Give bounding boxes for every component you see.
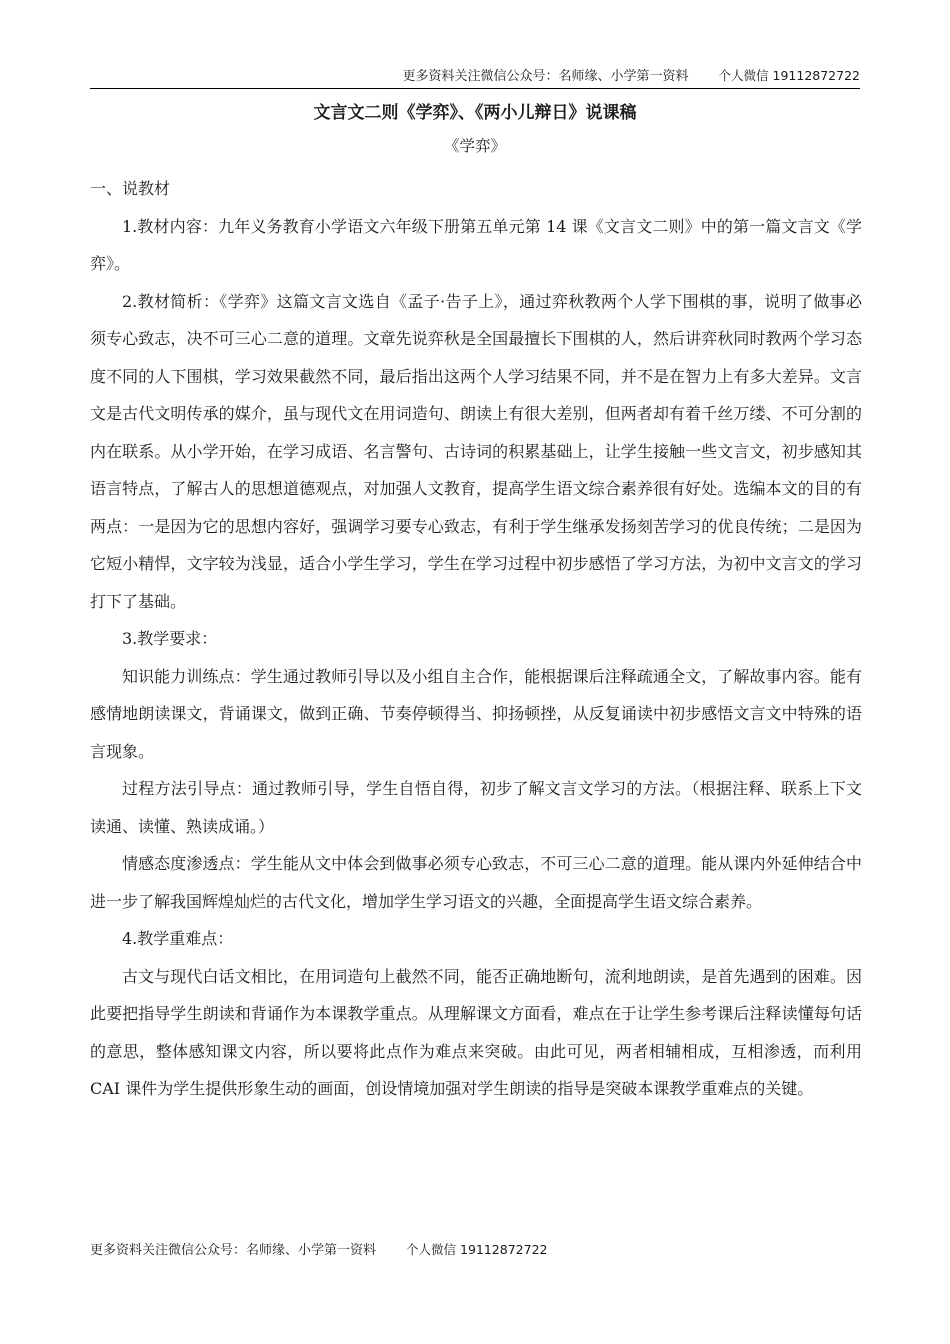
paragraph-emotion-attitude: 情感态度渗透点：学生能从文中体会到做事必须专心致志，不可三心二意的道理。能从课内外延伸结合中进一步了解我国辉煌灿烂的古代文化，增加学生学习语文的兴趣，全面提高学生语文综合素养。 <box>90 854 862 911</box>
paragraph-textbook-analysis: 2.教材简析：《学弈》这篇文言文选自《孟子·告子上》，通过弈秋教两个人学下围棋的事，说明了做事必须专心致志，决不可三心二意的道理。文章先说弈秋是全国最擅长下围棋的人，然后讲弈秋同时教两个学习态度不同的人下围棋，学习效果截然不同，最后指出这两个人学习结果不同，并不是在智力上有多大差异。文言文是古代文明传承的媒介，虽与现代文在用词造句、朗读上有很大差别，但两者却有着千丝万缕、不可分割的内在联系。从小学开始，在学习成语、名言警句、古诗词的积累基础上，让学生接触一些文言文，初步感知其语言特点，了解古人的思想道德观点，对加强人文教育，提高学生语文综合素养很有好处。选编本文的目的有两点：一是因为它的思想内容好，强调学习要专心致志，有利于学生继承发扬刻苦学习的优良传统；二是因为它短小精悍，文字较为浅显，适合小学生学习，学生在学习过程中初步感悟了学习方法，为初中文言文的学习打下了基础。 <box>90 291 862 611</box>
header-source-text: 更多资料关注微信公众号：名师缘、小学第一资料 <box>402 69 689 84</box>
section-heading: 一、说教材 <box>90 179 171 198</box>
page-footer <box>90 1240 547 1261</box>
paragraph-teaching-requirements-heading: 3.教学要求： <box>122 629 218 648</box>
page-header <box>90 66 860 89</box>
paragraph-knowledge-ability: 知识能力训练点：学生通过教师引导以及小组自主合作，能根据课后注释疏通全文，了解故事内容。能有感情地朗读课文，背诵课文，做到正确、节奏停顿得当、抑扬顿挫，从反复诵读中初步感悟文言文中特殊的语言现象。 <box>90 666 862 761</box>
footer-wechat-text: 个人微信 19112872722 <box>406 1242 548 1257</box>
paragraph-key-difficulties: 古文与现代白话文相比，在用词造句上截然不同，能否正确地断句，流利地朗读，是首先遇到的困难。因此要把指导学生朗读和背诵作为本课教学重点。从理解课文方面看，难点在于让学生参考课后注释读懂每句话的意思，整体感知课文内容，所以要将此点作为难点来突破。由此可见，两者相辅相成，互相渗透，而利用 CAI 课件为学生提供形象生动的画面，创设情境加强对学生朗读的指导是突破本课教学重难点的关键。 <box>90 966 862 1098</box>
document-subtitle: 《学弈》 <box>443 137 506 155</box>
paragraph-key-difficulties-heading: 4.教学重难点： <box>122 929 234 948</box>
paragraph-process-method: 过程方法引导点：通过教师引导，学生自悟自得，初步了解文言文学习的方法。（根据注释、联系上下文读通、读懂、熟读成诵。） <box>90 779 862 836</box>
document-body <box>90 170 862 1108</box>
paragraph-textbook-content: 1.教材内容：九年义务教育小学语文六年级下册第五单元第 14 课《文言文二则》中的第一篇文言文《学弈》。 <box>90 216 862 273</box>
footer-source-text: 更多资料关注微信公众号：名师缘、小学第一资料 <box>90 1243 377 1258</box>
document-title: 文言文二则《学弈》、《两小儿辩日》说课稿 <box>313 103 637 123</box>
header-wechat-text: 个人微信 19112872722 <box>718 68 860 83</box>
